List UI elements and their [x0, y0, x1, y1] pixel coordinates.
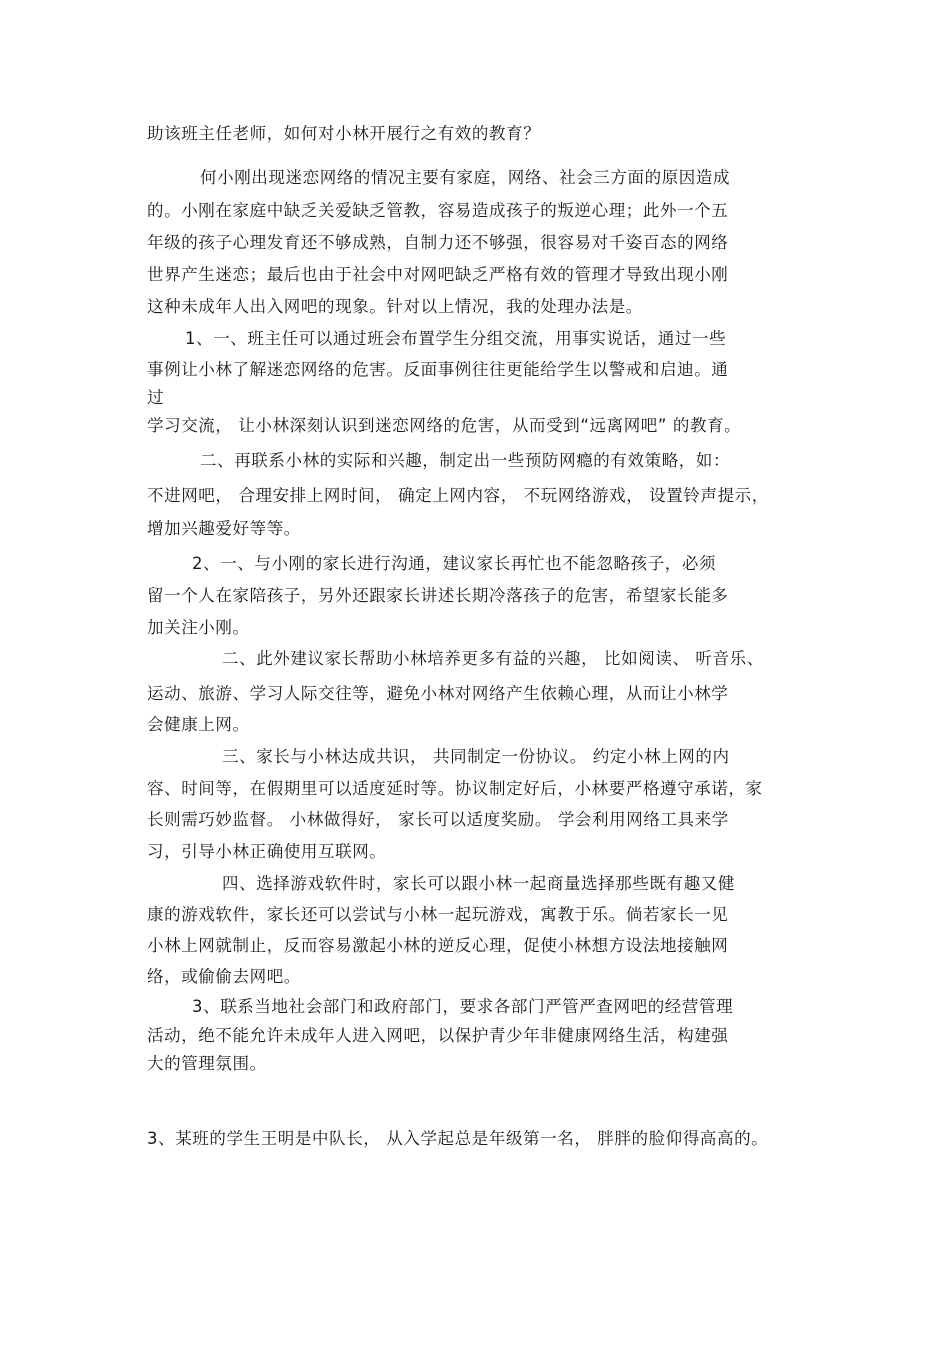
- text-line: 习，引导小林正确使用互联网。: [147, 842, 387, 861]
- text-line: 加关注小刚。: [147, 618, 250, 637]
- text-line: 1、一、班主任可以通过班会布置学生分组交流，用事实说话，通过一些: [185, 329, 727, 348]
- text-line: 何小刚出现迷恋网络的情况主要有家庭，网络、社会三方面的原因造成: [200, 168, 731, 187]
- text-line: 3、某班的学生王明是中队长， 从入学起总是年级第一名， 胖胖的脸仰得高高的。: [147, 1129, 769, 1148]
- text-line: 过: [147, 388, 165, 407]
- text-line: 长则需巧妙监督。 小林做得好， 家长可以适度奖励。 学会利用网络工具来学: [147, 810, 729, 829]
- text-line: 年级的孩子心理发育还不够成熟，自制力还不够强，很容易对千姿百态的网络: [147, 233, 729, 252]
- text-line: 络，或偷偷去网吧。: [147, 967, 301, 986]
- text-line: 的。小刚在家庭中缺乏关爱缺乏管教，容易造成孩子的叛逆心理；此外一个五: [147, 201, 729, 220]
- text-line: 世界产生迷恋；最后也由于社会中对网吧缺乏严格有效的管理才导致出现小刚: [147, 265, 729, 284]
- text-line: 2、一、与小刚的家长进行沟通，建议家长再忙也不能忽略孩子，必须: [192, 554, 717, 573]
- text-line: 留一个人在家陪孩子，另外还跟家长讲述长期冷落孩子的危害，希望家长能多: [147, 586, 729, 605]
- text-line: 运动、旅游、学习人际交往等，避免小林对网络产生依赖心理，从而让小林学: [147, 684, 729, 703]
- text-line: 康的游戏软件，家长还可以尝试与小林一起玩游戏，寓教于乐。倘若家长一见: [147, 905, 729, 924]
- text-line: 3、联系当地社会部门和政府部门，要求各部门严管严查网吧的经营管理: [192, 997, 734, 1016]
- text-line: 会健康上网。: [147, 715, 250, 734]
- text-line: 二、此外建议家长帮助小林培养更多有益的兴趣， 比如阅读、 听音乐、: [222, 649, 764, 668]
- text-line: 二、再联系小林的实际和兴趣，制定出一些预防网瘾的有效策略，如：: [200, 451, 731, 470]
- text-line: 四、选择游戏软件时，家长可以跟小林一起商量选择那些既有趣又健: [222, 874, 735, 893]
- text-line: 小林上网就制止，反而容易激起小林的逆反心理，促使小林想方设法地接触网: [147, 936, 729, 955]
- text-line: 学习交流， 让小林深刻认识到迷恋网络的危害，从而受到“远离网吧” 的教育。: [147, 416, 742, 435]
- text-line: 事例让小林了解迷恋网络的危害。反面事例往往更能给学生以警戒和启迪。通: [147, 360, 729, 379]
- text-line: 增加兴趣爱好等等。: [147, 519, 301, 538]
- text-line: 不进网吧， 合理安排上网时间， 确定上网内容， 不玩网络游戏， 设置铃声提示，: [147, 486, 769, 505]
- text-line: 容、时间等，在假期里可以适度延时等。协议制定好后，小林要严格遵守承诺，家: [147, 779, 763, 798]
- text-line: 活动，绝不能允许未成年人进入网吧，以保护青少年非健康网络生活，构建强: [147, 1026, 729, 1045]
- text-line: 这种未成年人出入网吧的现象。针对以上情况，我的处理办法是。: [147, 297, 643, 316]
- text-line: 三、家长与小林达成共识， 共同制定一份协议。 约定小林上网的内: [222, 747, 730, 766]
- text-line: 大的管理氛围。: [147, 1054, 267, 1073]
- text-line: 助该班主任老师，如何对小林开展行之有效的教育？: [147, 124, 541, 143]
